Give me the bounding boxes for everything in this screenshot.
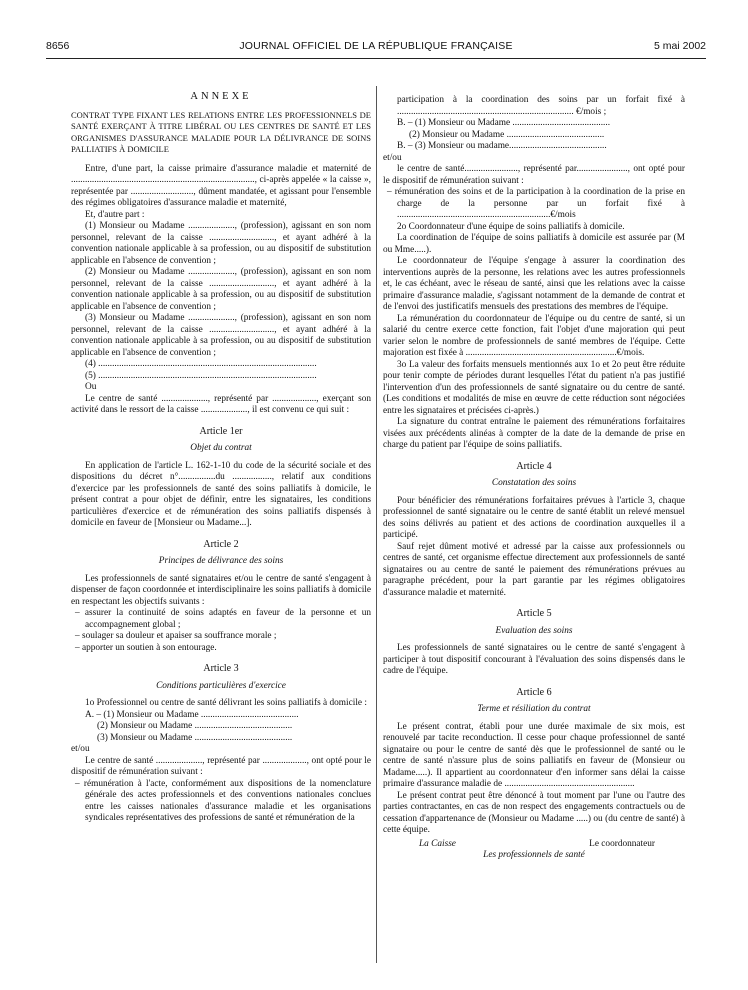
page-header: [46, 40, 706, 56]
signature-caisse: La Caisse: [419, 838, 456, 849]
paragraph: 2o Coordonnateur d'une équipe de soins palliatifs à domicile.: [397, 221, 625, 232]
article-subtitle: Evaluation des soins: [495, 625, 573, 636]
paragraph: participation à la coordination des soins par un forfait fixé à ............................................................................ €/mois ;: [397, 95, 685, 117]
paragraph: (4) ..............................................................................................: [85, 359, 317, 369]
paragraph: Les professionnels de santé signataires et/ou le centre de santé s'engagent à dispenser de façon coordonnée et interdisciplinaire les soins palliatifs à domicile en respectant les objectifs suivants :: [71, 573, 371, 607]
paragraph: ANNEXE: [190, 91, 252, 102]
paragraph: le centre de santé......................., représenté par......................, ont opté pour le dispositif de rémunération suivant :: [383, 164, 685, 186]
right-column: [383, 95, 685, 862]
paragraph: CONTRAT TYPE FIXANT LES RELATIONS ENTRE LES PROFESSIONNELS DE SANTÉ EXERÇANT À TITRE LIBÉRAL OU LES CENTRES DE SANTÉ ET LES ORGANISMES D'ASSURANCE MALADIE POUR LA DÉLIVRANCE DE SOINS PALLIATIFS À DOMICILE: [71, 109, 371, 154]
article-subtitle: Terme et résiliation du contrat: [477, 704, 591, 714]
header-rule: [46, 58, 706, 59]
paragraph: Le centre de santé ...................., représenté par ..................., exerçant son activité dans le ressort de la caisse ...................., il est convenu ce qui suit :: [71, 393, 371, 415]
paragraph: La coordination de l'équipe de soins palliatifs à domicile est assurée par (M ou Mme.....).: [383, 233, 685, 255]
article-heading: Article 2: [203, 538, 239, 550]
paragraph: Le présent contrat, établi pour une durée maximale de six mois, est renouvelé par tacite reconduction. Il cesse pour chaque professionnel de santé signataire ou pour le centre de santé dès que le professionnel de santé ou le centre de santé n'assure plus de soins palliatifs en faveur de (Monsieur ou Madame.....). Il appartient au coordonnateur d'en informer sans délai la caisse primaire d'assurance maladie de ........................................................: [383, 721, 685, 789]
paragraph: et/ou: [71, 744, 90, 754]
signature-coordonnateur: Le coordonnateur: [589, 838, 655, 849]
paragraph: La signature du contrat entraîne le paiement des rémunérations forfaitaires visées aux précédents alinéas à compter de la date de la demande de prise en charge du patient par l'équipe de soins palliatifs.: [383, 417, 685, 450]
paragraph: Entre, d'une part, la caisse primaire d'assurance maladie et maternité de ..............................................................................., ci-après appelée « la caisse », représentée par ..........................., dûment mandatée, et agissant pour l'ensemble des régimes obligatoires d'assurance maladie et maternité,: [71, 163, 371, 208]
journal-title: JOURNAL OFFICIEL DE LA RÉPUBLIQUE FRANÇAISE: [239, 40, 513, 52]
paragraph: (1) Monsieur ou Madame ...................., (profession), agissant en son nom personnel, relevant de la caisse ............................, et ayant adhéré à la convention nationale applicable à sa profession, ou au dispositif de substitution applicable en l'absence de convention ;: [71, 221, 371, 266]
paragraph: (3) Monsieur ou Madame ...................., (profession), agissant en son nom personnel, relevant de la caisse ............................, et ayant adhéré à la convention nationale applicable à sa profession, ou au dispositif de substitution applicable en l'absence de convention ;: [71, 313, 371, 358]
paragraph: – assurer la continuité de soins adaptés en faveur de la personne et un accompagnement global ;: [75, 608, 371, 630]
paragraph: Le coordonnateur de l'équipe s'engage à assurer la coordination des interventions auprès de la personne, les relations avec les autres professionnels et, le cas échéant, avec le réseau de santé, ainsi que les relations avec la caisse primaire d'assurance maladie, s'agissant notamment de la demande de contrat et de l'envoi des justificatifs mensuels des prestations des membres de l'équipe.: [383, 256, 685, 312]
paragraph: Sauf rejet dûment motivé et adressé par la caisse aux professionnels ou centres de santé, cet organisme effectue directement aux professionnels de santé signataires ou au centre de santé le paiement des rémunérations prévues au paragraphe précédent, pour la part garantie par les régimes obligatoires d'assurance maladie et maternité.: [383, 541, 685, 598]
signature-professionnels: Les professionnels de santé: [483, 850, 585, 860]
article-heading: Article 5: [516, 608, 552, 619]
article-heading: Article 6: [516, 686, 552, 698]
paragraph: B. – (3) Monsieur ou madame..........................................: [397, 141, 607, 151]
article-subtitle: Constatation des soins: [491, 478, 577, 488]
paragraph: Les professionnels de santé signataires ou le centre de santé s'engagent à participer à tout dispositif concourant à l'évaluation des soins dispensés dans le cadre de l'équipe.: [383, 643, 685, 676]
paragraph: Ou: [85, 382, 97, 392]
paragraph: (2) Monsieur ou Madame ..........................................: [97, 721, 293, 731]
paragraph: La rémunération du coordonnateur de l'équipe ou du centre de santé, si un salarié du centre exerce cette fonction, fait l'objet d'une majoration qui peut varier selon le nombre de professionnels de santé membres de l'équipe. Cette majoration est fixée à .................................................................€/mois.: [383, 313, 685, 358]
paragraph: B. – (1) Monsieur ou Madame ..........................................: [397, 118, 611, 128]
article-subtitle: Principes de délivrance des soins: [158, 556, 284, 566]
paragraph: Le centre de santé ...................., représenté par ..................., ont opté pour le dispositif de rémunération suivant :: [71, 755, 371, 777]
paragraph: 3o La valeur des forfaits mensuels mentionnés aux 1o et 2o peut être réduite pour tenir compte de périodes durant lesquelles l'état du patient n'a pas justifié l'intervention d'un des professionnels de santé signataire ou du centre de santé. (Les conditions et modalités de mise en œuvre de cette réduction sont négociées entre les signataires et précisées ci-après.): [383, 359, 685, 416]
paragraph: (2) Monsieur ou Madame ..........................................: [409, 129, 605, 140]
paragraph: – rémunération à l'acte, conformément aux dispositions de la nomenclature générale des actes professionnels et des conventions nationales conclues entre les caisses nationales d'assurance maladie et les organisations syndicales représentatives des professions de santé et rémunération de la: [75, 778, 371, 823]
paragraph: (2) Monsieur ou Madame ...................., (profession), agissant en son nom personnel, relevant de la caisse ............................, et ayant adhéré à la convention nationale applicable à sa profession, ou au dispositif de substitution applicable en l'absence de convention ;: [71, 267, 371, 312]
article-subtitle: Conditions particulières d'exercice: [156, 680, 286, 691]
paragraph: Pour bénéficier des rémunérations forfaitaires prévues à l'article 3, chaque professionnel de santé signataire ou le centre de santé établit un relevé mensuel des soins délivrés au patient et des actions de coordination auxquelles il a participé.: [383, 495, 685, 540]
paragraph: A. – (1) Monsieur ou Madame ..........................................: [85, 709, 299, 720]
paragraph: – apporter un soutien à son entourage.: [75, 642, 217, 653]
page-number: 8656: [46, 40, 70, 52]
paragraph: Et, d'autre part :: [85, 209, 145, 220]
left-column: [71, 91, 371, 825]
article-heading: Article 4: [516, 460, 552, 472]
signature-row: [383, 839, 685, 851]
paragraph: En application de l'article L. 162-1-10 du code de la sécurité sociale et des dispositions du décret n°................du ................., relatif aux conditions d'exercice par les professionnels de santé des soins palliatifs à domicile, le présent contrat a pour objet de définir, entre les signataires, les conditions particulières d'exercice et de rémunération des soins palliatifs dispensés à domicile en faveur de [Monsieur ou Madame...].: [71, 460, 371, 528]
paragraph: – rémunération des soins et de la participation à la coordination de la prise en charge de la personne par un forfait fixé à ..................................................................€/mois: [387, 187, 685, 220]
paragraph: (3) Monsieur ou Madame ..........................................: [97, 732, 293, 743]
paragraph: (5) ..............................................................................................: [85, 370, 317, 381]
paragraph: Le présent contrat peut être dénoncé à tout moment par l'une ou l'autre des parties contractantes, en cas de non respect des engagements contractuels ou de cessation d'appartenance de (Monsieur ou Madame .....) ou (du centre de santé) à cette équipe.: [383, 790, 685, 835]
paragraph: 1o Professionnel ou centre de santé délivrant les soins palliatifs à domicile :: [85, 698, 367, 708]
column-divider: [376, 86, 377, 963]
article-heading: Article 3: [203, 663, 239, 674]
paragraph: et/ou: [383, 152, 402, 163]
article-subtitle: Objet du contrat: [190, 443, 252, 453]
paragraph: – soulager sa douleur et apaiser sa souffrance morale ;: [75, 631, 277, 641]
article-heading: Article 1er: [199, 425, 243, 437]
publication-date: 5 mai 2002: [654, 40, 706, 52]
